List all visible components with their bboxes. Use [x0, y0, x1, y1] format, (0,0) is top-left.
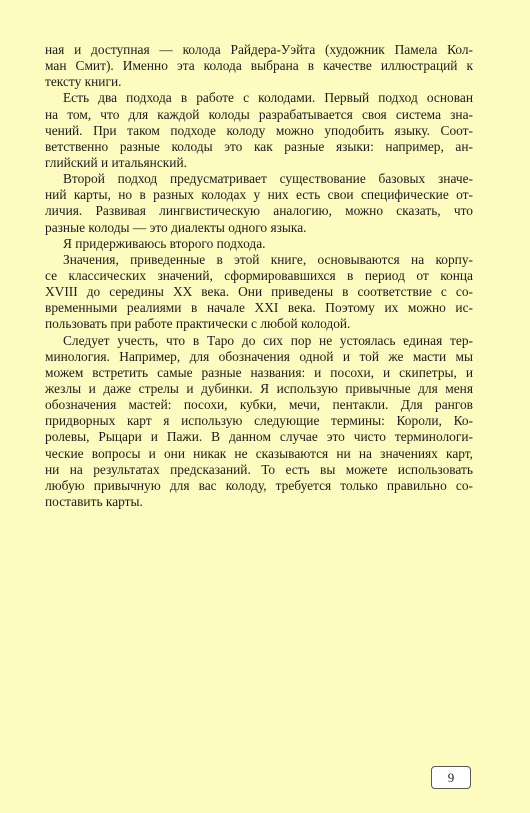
text-line: поставить карты.: [45, 493, 143, 509]
body-text: [45, 42, 473, 510]
paragraph-first-line: Следует учесть, что в Таро до сих пор не устоялась единая тер-: [63, 332, 473, 348]
text-line: временными реалиями в начале XXI века. Поэтому их можно ис-: [45, 300, 473, 316]
paragraph-first-line: Значения, приведенные в этой книге, основываются на корпу-: [63, 251, 473, 267]
page-number: 9: [431, 766, 471, 789]
text-line: чений. При таком подходе колоду можно уподобить языку. Соот-: [45, 122, 473, 138]
text-line: ветственно разные колоды это как разные языки: например, ан-: [45, 138, 473, 154]
text-line: XVIII до середины XX века. Они приведены в соответствие с со-: [45, 284, 473, 300]
text-line: се классических значений, сформировавшихся в период от конца: [45, 267, 473, 283]
text-line: разные колоды — это диалекты одного языка.: [45, 219, 307, 235]
text-line: пользовать при работе практически с любой колодой.: [45, 316, 351, 332]
text-line: можем встретить самые разные названия: и посохи, и скипетры, и: [45, 364, 473, 380]
text-line: на том, что для каждой колоды разрабатывается своя система зна-: [45, 106, 473, 122]
text-line: придворных карт я использую следующие термины: Короли, Ко-: [45, 413, 473, 429]
text-line: ролевы, Рыцари и Пажи. В данном случае это чисто терминологи-: [45, 429, 473, 445]
text-line: обозначения мастей: посохи, кубки, мечи, пентакли. Для рангов: [45, 397, 473, 413]
paragraph-first-line: Второй подход предусматривает существование базовых значе-: [63, 171, 473, 187]
paragraph-first-line: Я придерживаюсь второго подхода.: [63, 235, 266, 251]
text-line: ман Смит). Именно эта колода выбрана в качестве иллюстраций к: [45, 58, 473, 74]
text-line: ная и доступная — колода Райдера-Уэйта (художник Памела Кол-: [45, 42, 473, 57]
text-line: жезлы и даже стрелы и дубинки. Я использую привычные для меня: [45, 380, 473, 396]
text-line: ческие вопросы и они никак не сказываются ни на значениях карт,: [45, 445, 473, 461]
text-line: минология. Например, для обозначения одной и той же масти мы: [45, 348, 473, 364]
text-line: ни на результатах предсказаний. То есть вы можете использовать: [45, 461, 473, 477]
paragraph-first-line: Есть два подхода в работе с колодами. Первый подход основан: [63, 90, 473, 106]
text-line: личия. Развивая лингвистическую аналогию, можно сказать, что: [45, 203, 473, 219]
text-line: ний карты, но в разных колодах у них есть свои специфические от-: [45, 187, 473, 203]
text-line: тексту книги.: [45, 74, 122, 90]
text-line: глийский и итальянский.: [45, 154, 187, 170]
text-line: любую привычную для вас колоду, требуется только правильно со-: [45, 477, 473, 493]
